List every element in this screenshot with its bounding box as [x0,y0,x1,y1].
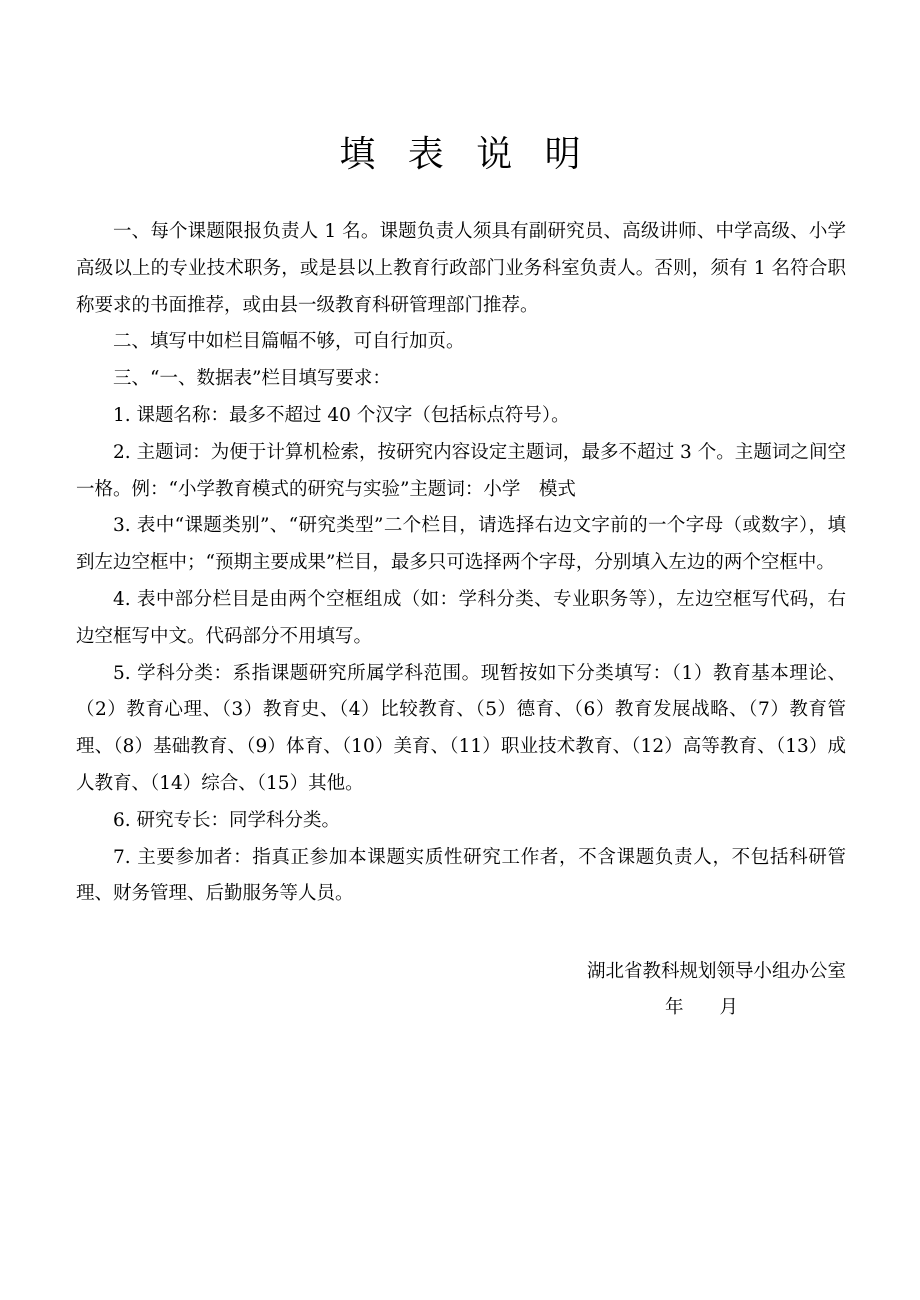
instruction-item-7: 7. 主要参加者：指真正参加本课题实质性研究工作者，不含课题负责人，不包括科研管理、财务管理、后勤服务等人员。 [76,846,846,905]
page-title: 填表说明 [339,134,613,175]
instruction-paragraph-2: 二、填写中如栏目篇幅不够，可自行加页。 [113,331,465,353]
instruction-paragraph-1: 一、每个课题限报负责人 1 名。课题负责人须具有副研究员、高级讲师、中学高级、小学高级以上的专业技术职务，或是县以上教育行政部门业务科室负责人。否则，须有 1 名符合职称要求的书面推荐，或由县一级教育科研管理部门推荐。 [76,221,846,316]
instructions-body [76,214,846,913]
instruction-item-4: 4. 表中部分栏目是由两个空框组成（如：学科分类、专业职务等），左边空框写代码，右边空框写中文。代码部分不用填写。 [76,588,846,647]
instruction-item-1: 1. 课题名称：最多不超过 40 个汉字（包括标点符号）。 [113,404,570,426]
instruction-item-5: 5. 学科分类：系指课题研究所属学科范围。现暂按如下分类填写：（1）教育基本理论、（2）教育心理、（3）教育史、（4）比较教育、（5）德育、（6）教育发展战略、（7）教育管理、（8）基础教育、（9）体育、（10）美育、（11）职业技术教育、（12）高等教育、（13）成人教育、（14）综合、（15）其他。 [76,662,846,794]
instruction-item-3: 3. 表中“课题类别”、“研究类型”二个栏目，请选择右边文字前的一个字母（或数字），填到左边空框中；“预期主要成果”栏目，最多只可选择两个字母，分别填入左边的两个空框中。 [76,515,846,574]
issuing-office: 湖北省教科规划领导小组办公室 [586,961,846,982]
instruction-paragraph-3: 三、“一、数据表”栏目填写要求： [113,368,391,390]
date-line [560,990,738,1026]
month-label: 月 [719,997,738,1018]
instruction-item-6: 6. 研究专长：同学科分类。 [113,809,341,831]
instruction-item-2: 2. 主题词：为便于计算机检索，按研究内容设定主题词，最多不超过 3 个。主题词之间空一格。例：“小学教育模式的研究与实验”主题词：小学 模式 [76,441,846,500]
year-label: 年 [664,997,684,1018]
